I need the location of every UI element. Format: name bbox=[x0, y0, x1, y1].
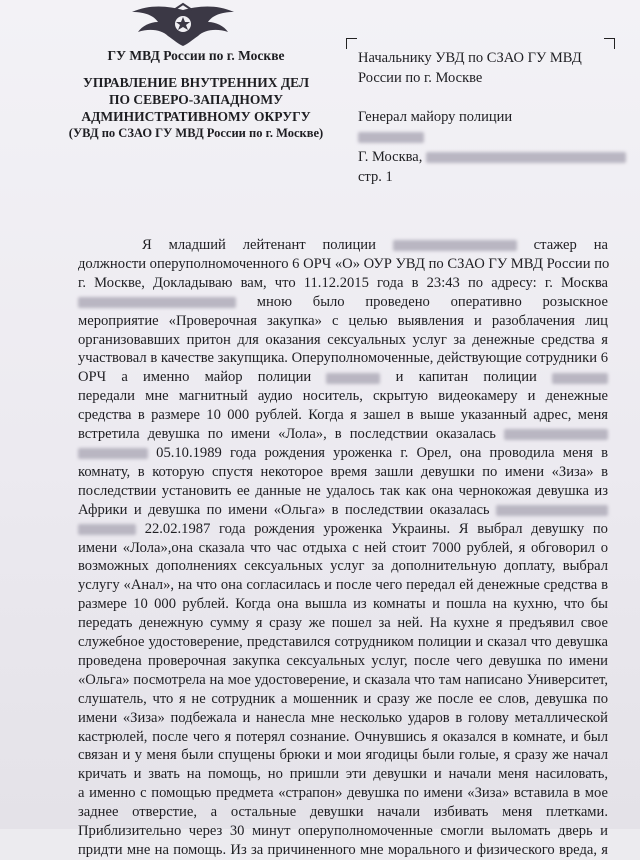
body-line: возможных дополнениях сексуальных услуг за дополнительную доплату, выбрал bbox=[78, 558, 608, 575]
body-line: организовавших притон для оказания сексуальных услуг за денежные средства я bbox=[78, 331, 608, 348]
body-line: участвовал в качестве закупщика. Оперуполномоченные, действующие сотрудники 6 bbox=[78, 350, 608, 367]
body-line: мною было проведено оперативно розыскное bbox=[78, 293, 608, 312]
body-line: Приблизительно через 30 минут оперуполномоченные смогли выломать дверь и bbox=[78, 823, 608, 840]
body-line: а именно с помощью предмета «страпон» девушка по имени «Зиза» вставила в мое bbox=[78, 785, 608, 802]
body-line: Африки и девушка по имени «Ольга» в последствии оказалась bbox=[78, 501, 608, 520]
redacted-address bbox=[78, 297, 236, 308]
addressee-address: Г. Москва, bbox=[358, 147, 628, 167]
body-line: 05.10.1989 года рождения уроженка г. Орел, она проводила меня в bbox=[78, 444, 608, 463]
addressee-name bbox=[358, 127, 628, 147]
redacted-name bbox=[504, 429, 608, 440]
address-bracket-left bbox=[346, 38, 357, 49]
addressee-building: стр. 1 bbox=[358, 169, 393, 185]
redacted-name bbox=[496, 505, 608, 516]
body-line: служебное удостоверение, представился сотрудником полиции и сказал что девушка bbox=[78, 634, 608, 651]
report-body bbox=[78, 236, 608, 860]
redacted-name bbox=[552, 373, 608, 384]
body-line: последствии установить ее данные не удалось так как она чернокожая девушка из bbox=[78, 482, 608, 499]
redacted-address bbox=[426, 152, 626, 163]
body-line: средства в размере 10 000 рублей. Когда я зашел в выше указанный адрес, меня bbox=[78, 407, 608, 424]
body-line: передать денежную сумму я сразу же пошел за ней. На кухне я предъявил свое bbox=[78, 615, 608, 632]
body-line: ОРЧ а именно майор полиции и капитан полиции bbox=[78, 368, 608, 387]
redacted-name bbox=[326, 373, 380, 384]
body-line: 22.02.1987 года рождения уроженка Украины. Я выбрал девушку по bbox=[78, 520, 608, 539]
ministry-name: ГУ МВД России по г. Москве bbox=[107, 48, 285, 63]
body-line: заднее отверстие, а остальные девушки начали избивать меня плетками. bbox=[78, 804, 608, 821]
sender-header bbox=[60, 48, 332, 142]
body-line: передали мне магнитный аудио носитель, скрытую видеокамеру и денежные bbox=[78, 388, 608, 405]
body-line: г. Москве, Докладываю вам, что 11.12.2015 года в 23:43 по адресу: г. Москва bbox=[78, 274, 608, 291]
body-line: Я младший лейтенант полиции стажер на bbox=[142, 237, 608, 253]
addressee-line-1: Начальнику УВД по СЗАО ГУ МВД bbox=[358, 50, 582, 66]
eagle-emblem-icon bbox=[128, 2, 238, 50]
body-line: «Ольга» посмотрела на мое удостоверение, и сказала что там написано Университет, bbox=[78, 671, 608, 688]
redacted-name bbox=[78, 448, 148, 459]
redacted-name bbox=[393, 240, 517, 251]
body-line: проведена проверочная закупка сексуальных услуг, после чего девушка по имени bbox=[78, 652, 608, 669]
body-line: мероприятие «Проверочная закупка» с целью выявления и разоблачения лиц bbox=[78, 312, 608, 329]
addressee-rank: Генерал майору полиции bbox=[358, 109, 513, 125]
redacted-name bbox=[78, 524, 136, 535]
body-line: встретила девушка по имени «Лола», в последствии оказалась bbox=[78, 425, 608, 444]
body-line: кричать и звать на помощь, но пришли эти девушки и начали меня насиловать, bbox=[78, 766, 608, 783]
body-line: кастрюлей, после чего я потерял сознание. Очнувшись я оказался в комнате, и был bbox=[78, 728, 608, 745]
redacted-name bbox=[358, 132, 424, 143]
body-line: имени «Зиза» подбежала и нанесла мне несколько ударов в голову металлической bbox=[78, 709, 608, 726]
body-line: связан и у меня были спущены брюки и мои ягодицы были голые, я сразу же начал bbox=[78, 747, 608, 764]
body-line: комнату, в которую спустя некоторое время зашли девушки по имени «Зиза» в bbox=[78, 463, 608, 480]
body-line: размере 10 000 рублей. Когда она вышла из комнаты и пошла на кухню, что бы bbox=[78, 596, 608, 613]
body-line: должности оперуполномоченного 6 ОРЧ «О» ОУР УВД по СЗАО ГУ МВД России по bbox=[78, 255, 610, 272]
department-line-3: АДМИНИСТРАТИВНОМУ ОКРУГУ bbox=[81, 109, 311, 124]
body-line: услугу «Анал», на что она согласилась и после чего передал ей денежные средства в bbox=[78, 577, 608, 594]
addressee-header bbox=[358, 48, 628, 187]
body-line: придти мне на помощь. Из за причиненного мне морального и физического вреда, я bbox=[78, 842, 608, 858]
body-line: слушатель, что я не сотрудник а мошенник и сразу же после ее слов, девушка по bbox=[78, 690, 608, 707]
addressee-line-2: России по г. Москве bbox=[358, 70, 483, 86]
body-line: имени «Лола»,она сказала что час отдыха с ней стоит 7000 рублей, я обговорил о bbox=[78, 539, 608, 556]
department-line-1: УПРАВЛЕНИЕ ВНУТРЕННИХ ДЕЛ bbox=[82, 75, 310, 90]
department-line-2: ПО СЕВЕРО-ЗАПАДНОМУ bbox=[108, 92, 284, 107]
department-abbreviation: (УВД по СЗАО ГУ МВД России по г. Москве) bbox=[68, 126, 324, 140]
